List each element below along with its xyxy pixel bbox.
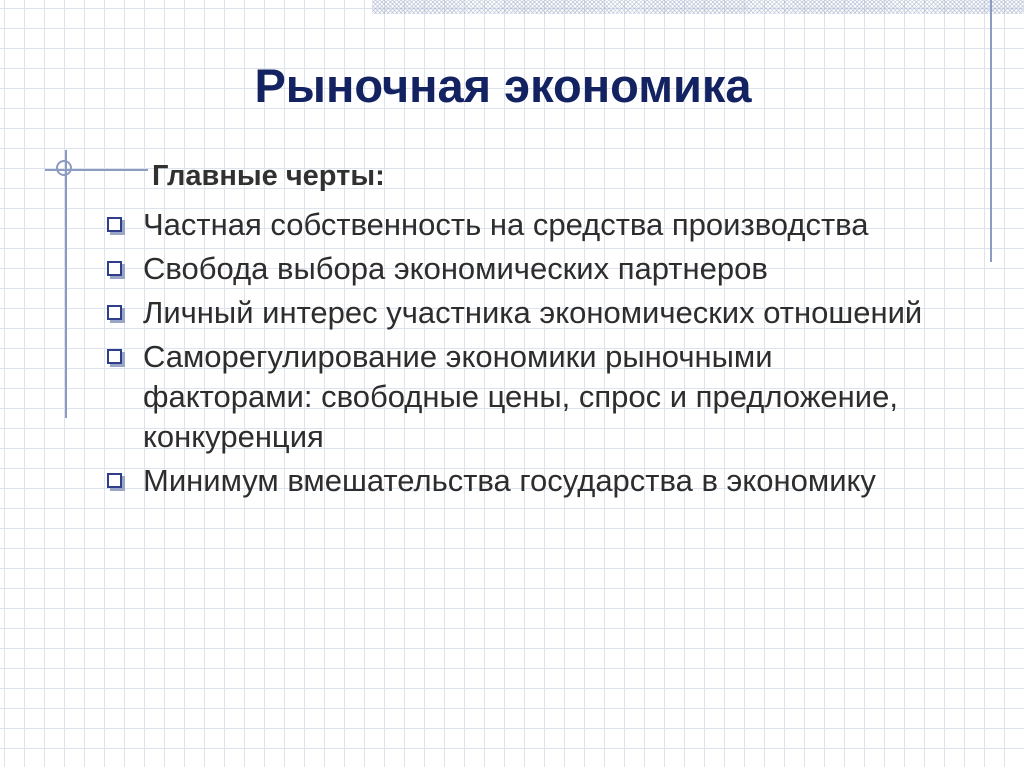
decorative-top-band [372, 0, 1024, 14]
decorative-circle [56, 160, 72, 176]
square-bullet-icon [107, 349, 122, 364]
bullet-text: Свобода выбора экономических партнеров [143, 251, 768, 286]
square-bullet-icon [107, 473, 122, 488]
bullet-text: Минимум вмешательства государства в экономику [143, 463, 876, 498]
bullet-list [105, 205, 945, 505]
decorative-vertical-line-left [65, 150, 67, 418]
square-bullet-icon [107, 305, 122, 320]
bullet-item [105, 461, 945, 501]
square-bullet-icon [107, 217, 122, 232]
bullet-text: Частная собственность на средства производства [143, 207, 869, 242]
square-bullet-icon [107, 261, 122, 276]
bullet-item [105, 293, 945, 333]
decorative-vertical-line-right [990, 0, 992, 262]
slide-subtitle: Главные черты: [152, 160, 385, 192]
bullet-item [105, 249, 945, 289]
slide-title: Рыночная экономика [254, 59, 752, 112]
bullet-item [105, 205, 945, 245]
bullet-item [105, 337, 945, 457]
bullet-text: Личный интерес участника экономических отношений [143, 295, 923, 330]
bullet-text: Саморегулирование экономики рыночными факторами: свободные цены, спрос и предложение, конкуренция [143, 339, 898, 454]
